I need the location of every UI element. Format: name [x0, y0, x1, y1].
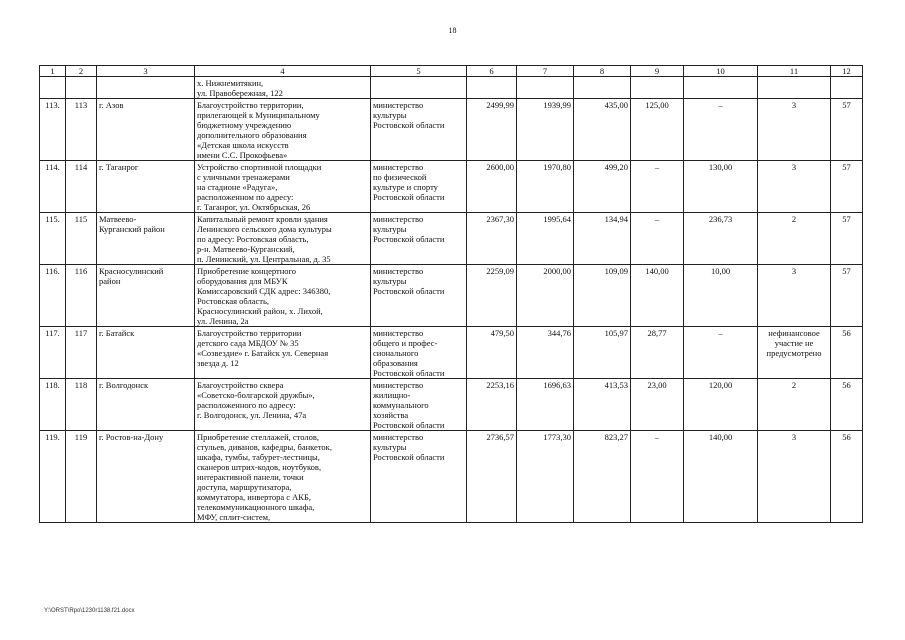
- local-budget-cell: 109,09: [574, 265, 631, 327]
- regional-budget-cell: 1995,64: [517, 213, 574, 265]
- ministry-cell: министерство культуры Ростовской области: [371, 431, 467, 523]
- business-contribution-cell: –: [684, 327, 758, 379]
- table-row: [40, 327, 863, 379]
- total-amount-cell: 2736,57: [467, 431, 517, 523]
- column-number: 2: [66, 66, 97, 77]
- ministry-cell: министерство культуры Ростовской области: [371, 265, 467, 327]
- regional-budget-cell: 1696,63: [517, 379, 574, 431]
- municipality-cell: г. Батайск: [97, 327, 195, 379]
- score-cell: 57: [831, 161, 863, 213]
- ministry-cell: министерство жилищно- коммунального хозяйства Ростовской области: [371, 379, 467, 431]
- non-financial-cell: нефинансовое участие не предусмотрено: [758, 327, 831, 379]
- municipality-cell: г. Азов: [97, 99, 195, 161]
- total-amount-cell: 2600,00: [467, 161, 517, 213]
- row-index-cell: 114.: [40, 161, 66, 213]
- file-path-footer: Y:\ORST\Rpo\1230r1138.f21.docx: [44, 608, 135, 614]
- municipality-cell: Красносулинский район: [97, 265, 195, 327]
- project-description-cell: Капитальный ремонт кровли здания Ленинского сельского дома культуры по адресу: Ростовская область, р-н. Матвеево-Курганский, п. Ленинский, ул. Центральная, д. 35: [195, 213, 371, 265]
- business-contribution-cell: –: [684, 99, 758, 161]
- non-financial-cell: 2: [758, 213, 831, 265]
- non-financial-cell: 3: [758, 161, 831, 213]
- continuation-address: х. Нижнемитякин, ул. Правобережная, 122: [195, 77, 371, 99]
- residents-contribution-cell: –: [631, 213, 684, 265]
- residents-contribution-cell: 140,00: [631, 265, 684, 327]
- regional-budget-cell: 1939,99: [517, 99, 574, 161]
- non-financial-cell: 3: [758, 99, 831, 161]
- local-budget-cell: 499,20: [574, 161, 631, 213]
- score-cell: 56: [831, 327, 863, 379]
- column-number: 9: [631, 66, 684, 77]
- local-budget-cell: 134,94: [574, 213, 631, 265]
- project-description-cell: Устройство спортивной площадки с уличными тренажерами на стадионе «Радуга», расположенном по адресу: г. Таганрог, ул. Октябрьская, 26: [195, 161, 371, 213]
- total-amount-cell: 479,50: [467, 327, 517, 379]
- row-number-cell: 118: [66, 379, 97, 431]
- residents-contribution-cell: –: [631, 161, 684, 213]
- residents-contribution-cell: 23,00: [631, 379, 684, 431]
- non-financial-cell: 3: [758, 265, 831, 327]
- business-contribution-cell: 140,00: [684, 431, 758, 523]
- row-index-cell: 116.: [40, 265, 66, 327]
- row-index-cell: 118.: [40, 379, 66, 431]
- table-row: [40, 265, 863, 327]
- score-cell: 56: [831, 379, 863, 431]
- total-amount-cell: 2253,16: [467, 379, 517, 431]
- project-description-cell: Благоустройство сквера «Советско-болгарской дружбы», расположенного по адресу: г. Волгодонск, ул. Ленина, 47а: [195, 379, 371, 431]
- business-contribution-cell: 130,00: [684, 161, 758, 213]
- page-number: 18: [448, 26, 457, 35]
- column-number: 4: [195, 66, 371, 77]
- local-budget-cell: 435,00: [574, 99, 631, 161]
- column-number: 1: [40, 66, 66, 77]
- program-table: [39, 65, 863, 523]
- column-number: 3: [97, 66, 195, 77]
- score-cell: 57: [831, 265, 863, 327]
- column-number: 12: [831, 66, 863, 77]
- column-number: 7: [517, 66, 574, 77]
- row-index-cell: 113.: [40, 99, 66, 161]
- score-cell: 57: [831, 99, 863, 161]
- column-number-row: [40, 66, 863, 77]
- row-number-cell: 115: [66, 213, 97, 265]
- regional-budget-cell: 2000,00: [517, 265, 574, 327]
- row-number-cell: 116: [66, 265, 97, 327]
- ministry-cell: министерство по физической культуре и спорту Ростовской области: [371, 161, 467, 213]
- residents-contribution-cell: 28,77: [631, 327, 684, 379]
- row-number-cell: 113: [66, 99, 97, 161]
- score-cell: 56: [831, 431, 863, 523]
- local-budget-cell: 413,53: [574, 379, 631, 431]
- total-amount-cell: 2367,30: [467, 213, 517, 265]
- non-financial-cell: 3: [758, 431, 831, 523]
- municipality-cell: г. Таганрог: [97, 161, 195, 213]
- score-cell: 57: [831, 213, 863, 265]
- ministry-cell: министерство общего и профес- сионального образования Ростовской области: [371, 327, 467, 379]
- regional-budget-cell: 1970,80: [517, 161, 574, 213]
- column-number: 11: [758, 66, 831, 77]
- non-financial-cell: 2: [758, 379, 831, 431]
- residents-contribution-cell: 125,00: [631, 99, 684, 161]
- local-budget-cell: 823,27: [574, 431, 631, 523]
- column-number: 5: [371, 66, 467, 77]
- project-description-cell: Благоустройство территории детского сада МБДОУ № 35 «Созвездие» г. Батайск ул. Северная звезда д. 12: [195, 327, 371, 379]
- business-contribution-cell: 10,00: [684, 265, 758, 327]
- business-contribution-cell: 120,00: [684, 379, 758, 431]
- table-row: [40, 379, 863, 431]
- project-description-cell: Приобретение стеллажей, столов, стульев, диванов, кафедры, банкеток, шкафа, тумбы, табурет-лестницы, сканеров штрих-кодов, ноутбуков, интерактивной панели, точки доступа, маршрутизатора, коммутатора, инвертора с АКБ, телекоммуникационного шкафа, МФУ, сплит-систем,: [195, 431, 371, 523]
- row-index-cell: 117.: [40, 327, 66, 379]
- row-number-cell: 114: [66, 161, 97, 213]
- municipality-cell: г. Ростов-на-Дону: [97, 431, 195, 523]
- municipality-cell: г. Волгодонск: [97, 379, 195, 431]
- project-description-cell: Приобретение концертного оборудования для МБУК Комиссаровский СДК адрес: 346380, Ростовская область, Красносулинский район, х. Лихой, ул. Ленина, 2а: [195, 265, 371, 327]
- ministry-cell: министерство культуры Ростовской области: [371, 213, 467, 265]
- column-number: 6: [467, 66, 517, 77]
- table-row: [40, 213, 863, 265]
- business-contribution-cell: 236,73: [684, 213, 758, 265]
- table-row: [40, 99, 863, 161]
- table-row: [40, 161, 863, 213]
- regional-budget-cell: 1773,30: [517, 431, 574, 523]
- project-description-cell: Благоустройство территории, прилегающей к Муниципальному бюджетному учреждению дополнительного образования «Детская школа искусств имени С.С. Прокофьева»: [195, 99, 371, 161]
- municipality-cell: Матвеево- Курганский район: [97, 213, 195, 265]
- row-number-cell: 117: [66, 327, 97, 379]
- total-amount-cell: 2259,09: [467, 265, 517, 327]
- total-amount-cell: 2499,99: [467, 99, 517, 161]
- ministry-cell: министерство культуры Ростовской области: [371, 99, 467, 161]
- local-budget-cell: 105,97: [574, 327, 631, 379]
- residents-contribution-cell: –: [631, 431, 684, 523]
- regional-budget-cell: 344,76: [517, 327, 574, 379]
- row-number-cell: 119: [66, 431, 97, 523]
- column-number: 10: [684, 66, 758, 77]
- row-index-cell: 115.: [40, 213, 66, 265]
- row-index-cell: 119.: [40, 431, 66, 523]
- table-row: [40, 431, 863, 523]
- continuation-row: [40, 77, 863, 99]
- column-number: 8: [574, 66, 631, 77]
